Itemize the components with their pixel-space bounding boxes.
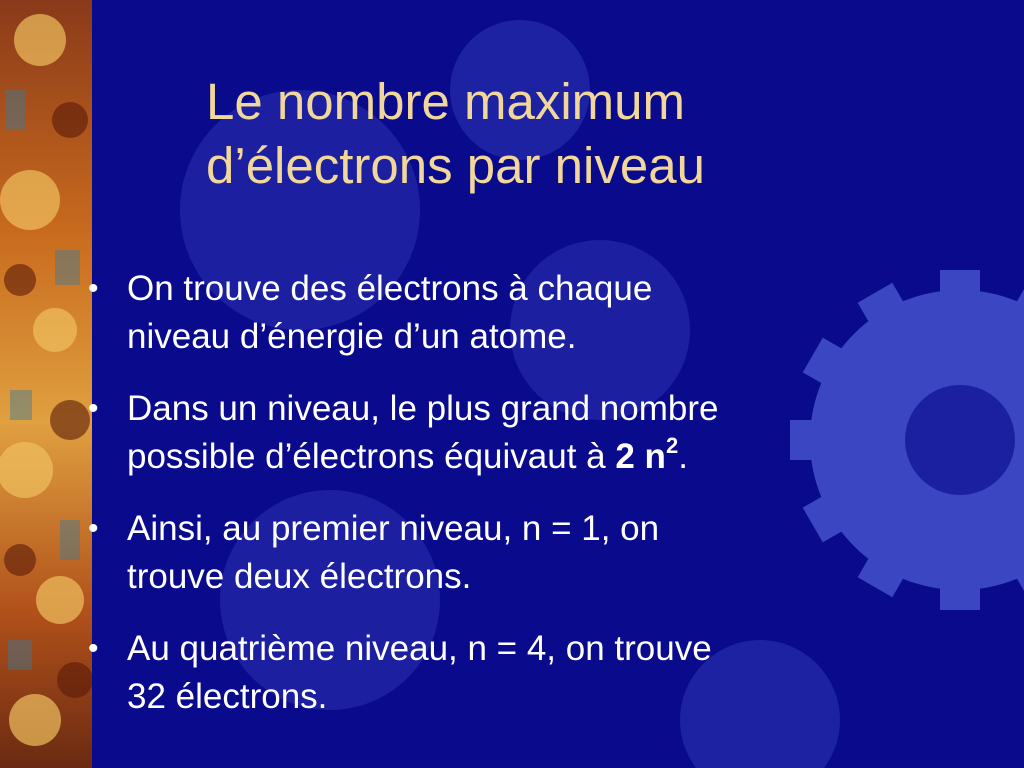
list-item: [86, 625, 946, 721]
list-item: [86, 265, 946, 361]
bullet-icon: •: [88, 632, 99, 665]
formula-base: 2 n: [615, 437, 666, 476]
bullet-text-line: On trouve des électrons à chaque: [127, 269, 653, 308]
formula: [615, 433, 679, 476]
bullet-icon: •: [88, 392, 99, 425]
slide-title-line-2: d’électrons par niveau: [206, 137, 705, 194]
list-item: [86, 505, 946, 601]
bullet-icon: •: [88, 512, 99, 545]
left-decorative-strip: [0, 0, 92, 768]
slide-title: [206, 70, 966, 198]
list-item: [86, 385, 946, 481]
bullet-text-line: Ainsi, au premier niveau, n = 1, on: [127, 509, 660, 548]
bullet-text-line: [127, 433, 946, 481]
bullet-text-line: Dans un niveau, le plus grand nombre: [127, 389, 719, 428]
bullet-list: [86, 265, 946, 745]
bullet-text-line: 32 électrons.: [127, 677, 328, 716]
bullet-text-line: niveau d’énergie d’un atome.: [127, 317, 577, 356]
bullet-text-segment: possible d’électrons équivaut à: [127, 437, 616, 476]
formula-exponent: 2: [665, 433, 679, 458]
bullet-icon: •: [88, 272, 99, 305]
slide-title-line-1: Le nombre maximum: [206, 73, 685, 130]
bullet-text-segment: .: [678, 437, 688, 476]
bullet-text-line: trouve deux électrons.: [127, 557, 472, 596]
bullet-text-line: Au quatrième niveau, n = 4, on trouve: [127, 629, 712, 668]
